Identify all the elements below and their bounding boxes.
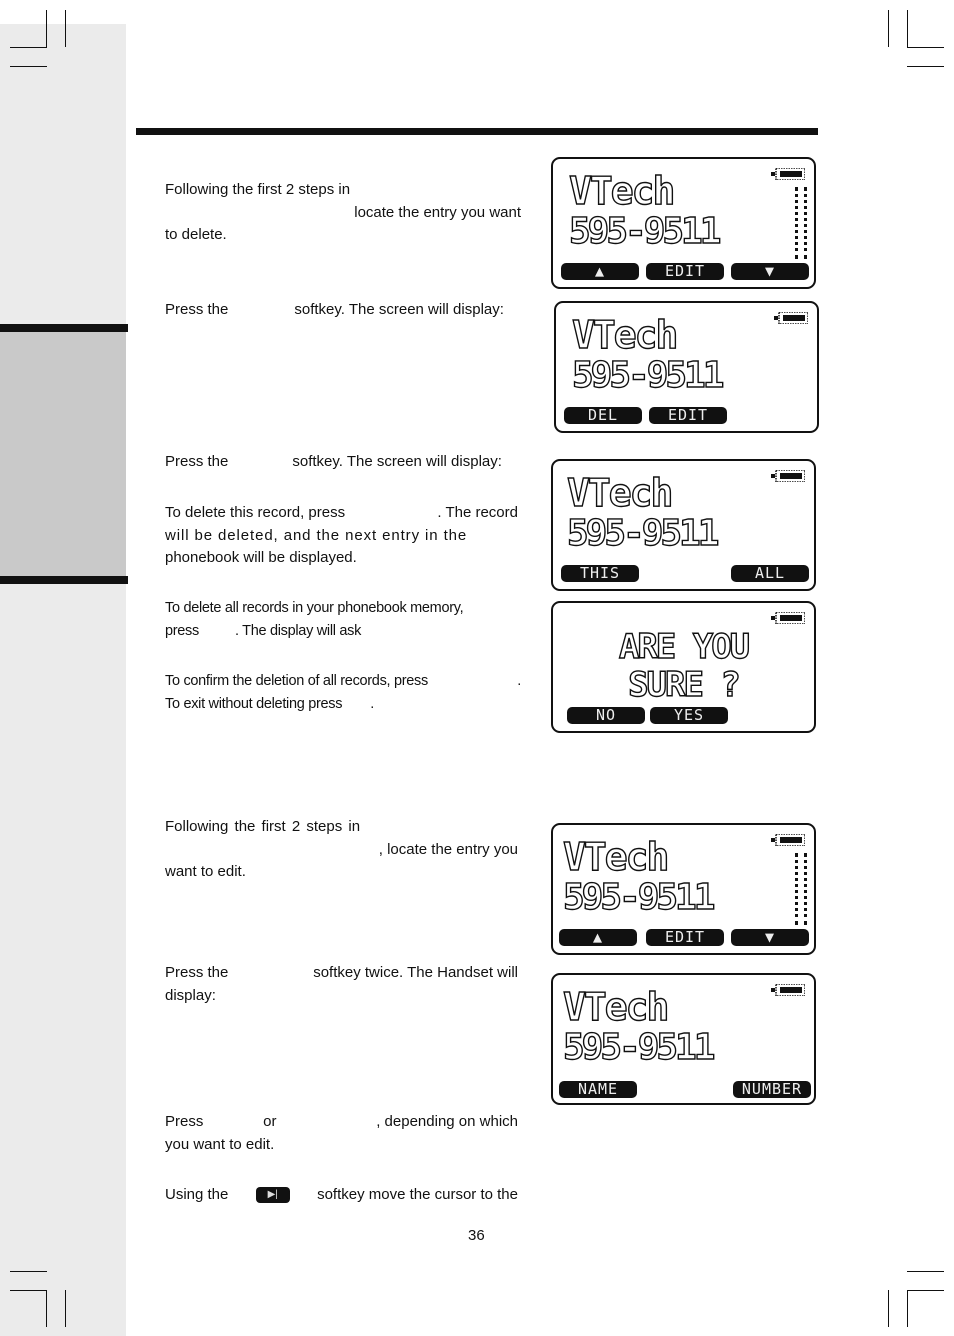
softkey-up: ▲: [561, 263, 639, 280]
battery-icon: [771, 834, 805, 846]
edit-step-4: Using the ▶| softkey move the cursor to the: [165, 1186, 518, 1203]
screen-line-1: VTech: [569, 169, 674, 213]
softkey-number: NUMBER: [733, 1081, 811, 1098]
delete-step-2: Press the softkey. The screen will display:: [165, 301, 504, 318]
softkey-yes: YES: [650, 707, 728, 724]
screen-line-2: 595-9511: [563, 877, 713, 918]
softkey-this: THIS: [561, 565, 639, 582]
left-margin-panel: [0, 24, 126, 1336]
lcd-screen-scroll-2: [551, 823, 816, 955]
lcd-screen-scroll-1: [551, 157, 816, 289]
softkey-down: ▼: [731, 929, 809, 946]
delete-step-1: Following the first 2 steps in locate the entry you want to delete.: [165, 181, 521, 243]
section-tab: [0, 332, 126, 576]
page-number: 36: [468, 1227, 485, 1244]
header-rule: [136, 128, 818, 135]
signal-icon: [795, 187, 807, 259]
section-tab-bottom-line: [0, 576, 128, 584]
lcd-screen-del-edit: [554, 301, 819, 433]
softkey-edit: EDIT: [646, 263, 724, 280]
screen-line-2: 595-9511: [567, 513, 717, 554]
screen-line-1: VTech: [563, 985, 668, 1029]
screen-line-2: 595-9511: [563, 1027, 713, 1068]
softkey-up: ▲: [559, 929, 637, 946]
battery-icon: [774, 312, 808, 324]
softkey-all: ALL: [731, 565, 809, 582]
softkey-no: NO: [567, 707, 645, 724]
lcd-screen-name-number: [551, 973, 816, 1105]
delete-step-6: To confirm the deletion of all records, press . To exit without deleting press .: [165, 673, 521, 712]
softkey-del: DEL: [564, 407, 642, 424]
screen-line-2: 595-9511: [569, 211, 719, 252]
screen-line-2: SURE ?: [628, 665, 739, 705]
softkey-edit: EDIT: [646, 929, 724, 946]
section-tab-top-line: [0, 324, 128, 332]
screen-line-1: ARE YOU: [618, 627, 749, 667]
edit-step-3: Press or , depending on which you want to edit.: [165, 1113, 518, 1153]
cursor-right-key-icon: ▶|: [256, 1187, 290, 1203]
screen-line-2: 595-9511: [572, 355, 722, 396]
battery-icon: [771, 470, 805, 482]
delete-step-5: To delete all records in your phonebook memory, press . The display will ask: [165, 600, 464, 639]
battery-icon: [771, 168, 805, 180]
edit-step-2: Press the softkey twice. The Handset will display:: [165, 964, 518, 1004]
softkey-name: NAME: [559, 1081, 637, 1098]
lcd-screen-are-you-sure: [551, 601, 816, 733]
battery-icon: [771, 612, 805, 624]
lcd-screen-this-all: [551, 459, 816, 591]
delete-step-4: To delete this record, press . The record will be deleted, and the next entry in the phonebook will be displayed.: [165, 504, 518, 566]
screen-line-1: VTech: [567, 471, 672, 515]
softkey-down: ▼: [731, 263, 809, 280]
signal-icon: [795, 853, 807, 925]
screen-line-1: VTech: [572, 313, 677, 357]
delete-step-3: Press the softkey. The screen will display:: [165, 453, 502, 470]
screen-line-1: VTech: [563, 835, 668, 879]
battery-icon: [771, 984, 805, 996]
softkey-edit: EDIT: [649, 407, 727, 424]
edit-step-1: Following the first 2 steps in , locate the entry you want to edit.: [165, 818, 518, 880]
